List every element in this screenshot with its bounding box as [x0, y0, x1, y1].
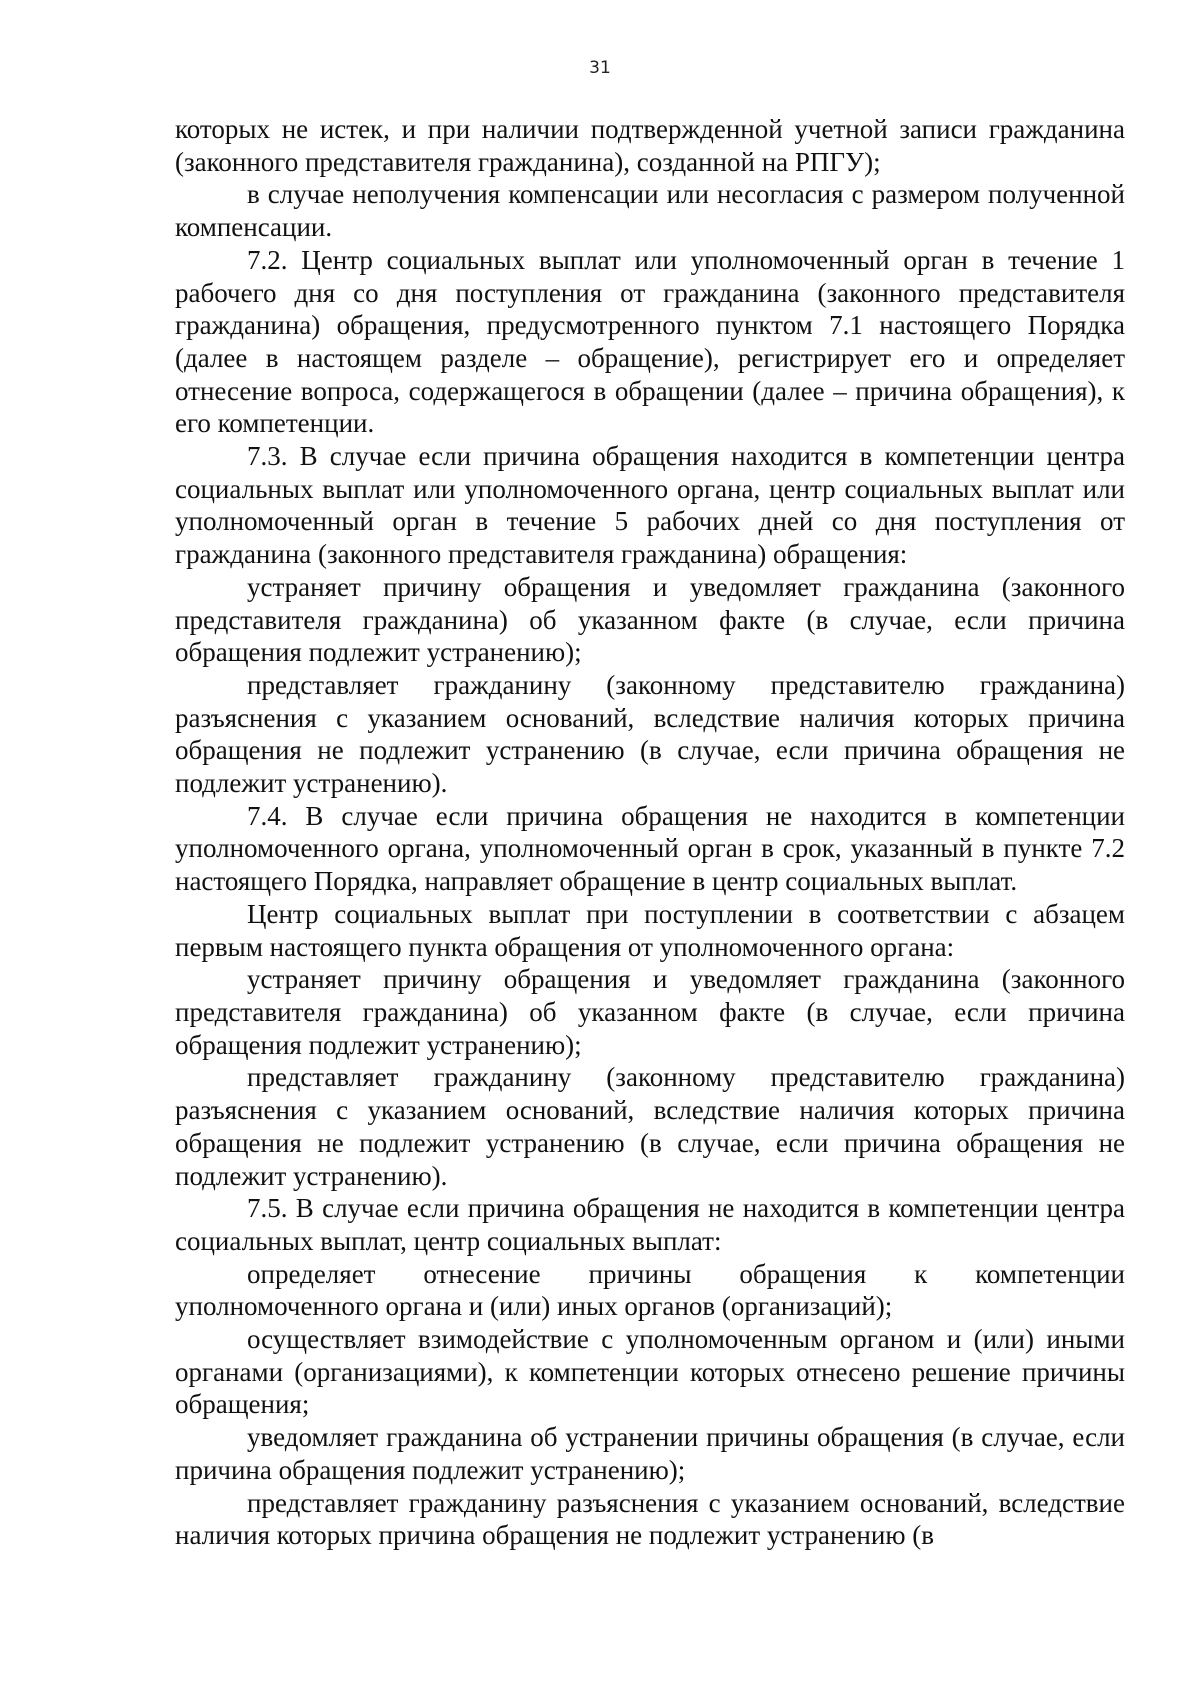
paragraph-clause-7-5: 7.5. В случае если причина обращения не находится в компетенции центра социальных выплат, центр социальных выплат:: [175, 1193, 1125, 1256]
paragraph: представляет гражданину (законному представителю гражданина) разъяснения с указанием оснований, вследствие наличия которых причина обращения не подлежит устранению (в случае, если причина обращения не подлежит устранению).: [175, 669, 1125, 799]
paragraph: осуществляет взимодействие с уполномоченным органом и (или) иными органами (организациями), к компетенции которых отнесено решение причины обращения;: [175, 1324, 1125, 1420]
paragraph: уведомляет гражданина об устранении причины обращения (в случае, если причина обращения подлежит устранению);: [175, 1422, 1125, 1485]
paragraph-clause-7-4: 7.4. В случае если причина обращения не находится в компетенции уполномоченного органа, уполномоченный орган в срок, указанный в пункте 7.2 настоящего Порядка, направляет обращение в центр социальных выплат.: [175, 800, 1125, 897]
paragraph: определяет отнесение причины обращения к компетенции уполномоченного органа и (или) иных органов (организаций);: [175, 1258, 1125, 1322]
paragraph: устраняет причину обращения и уведомляет гражданина (законного представителя гражданина) об указанном факте (в случае, если причина обращения подлежит устранению);: [175, 964, 1125, 1060]
paragraph-truncated: представляет гражданину разъяснения с указанием оснований, вследствие наличия которых причина обращения не подлежит устранению (в: [175, 1487, 1125, 1551]
paragraph: устраняет причину обращения и уведомляет гражданина (законного представителя гражданина) об указанном факте (в случае, если причина обращения подлежит устранению);: [175, 571, 1125, 668]
paragraph: представляет гражданину (законному представителю гражданина) разъяснения с указанием оснований, вследствие наличия которых причина обращения не подлежит устранению (в случае, если причина обращения не подлежит устранению).: [175, 1062, 1125, 1191]
paragraph-continuation: которых не истек, и при наличии подтвержденной учетной записи гражданина (законного представителя гражданина), созданной на РПГУ);: [175, 114, 1125, 177]
paragraph-clause-7-3: 7.3. В случае если причина обращения находится в компетенции центра социальных выплат или уполномоченного органа, центр социальных выплат или уполномоченный орган в течение 5 рабочих дней со дня поступления от гражданина (законного представителя гражданина) обращения:: [175, 441, 1125, 570]
paragraph-clause-7-2: 7.2. Центр социальных выплат или уполномоченный орган в течение 1 рабочего дня со дня поступления от гражданина (законного представителя гражданина) обращения, предусмотренного пунктом 7.1 настоящего Порядка (далее в настоящем разделе – обращение), регистрирует его и определяет отнесение вопроса, содержащегося в обращении (далее – причина обращения), к его компетенции.: [175, 244, 1125, 439]
paragraph: в случае неполучения компенсации или несогласия с размером полученной компенсации.: [175, 179, 1125, 243]
page-number: 31: [589, 58, 611, 78]
document-body: [175, 113, 1125, 1552]
paragraph: Центр социальных выплат при поступлении в соответствии с абзацем первым настоящего пункта обращения от уполномоченного органа:: [175, 898, 1125, 962]
